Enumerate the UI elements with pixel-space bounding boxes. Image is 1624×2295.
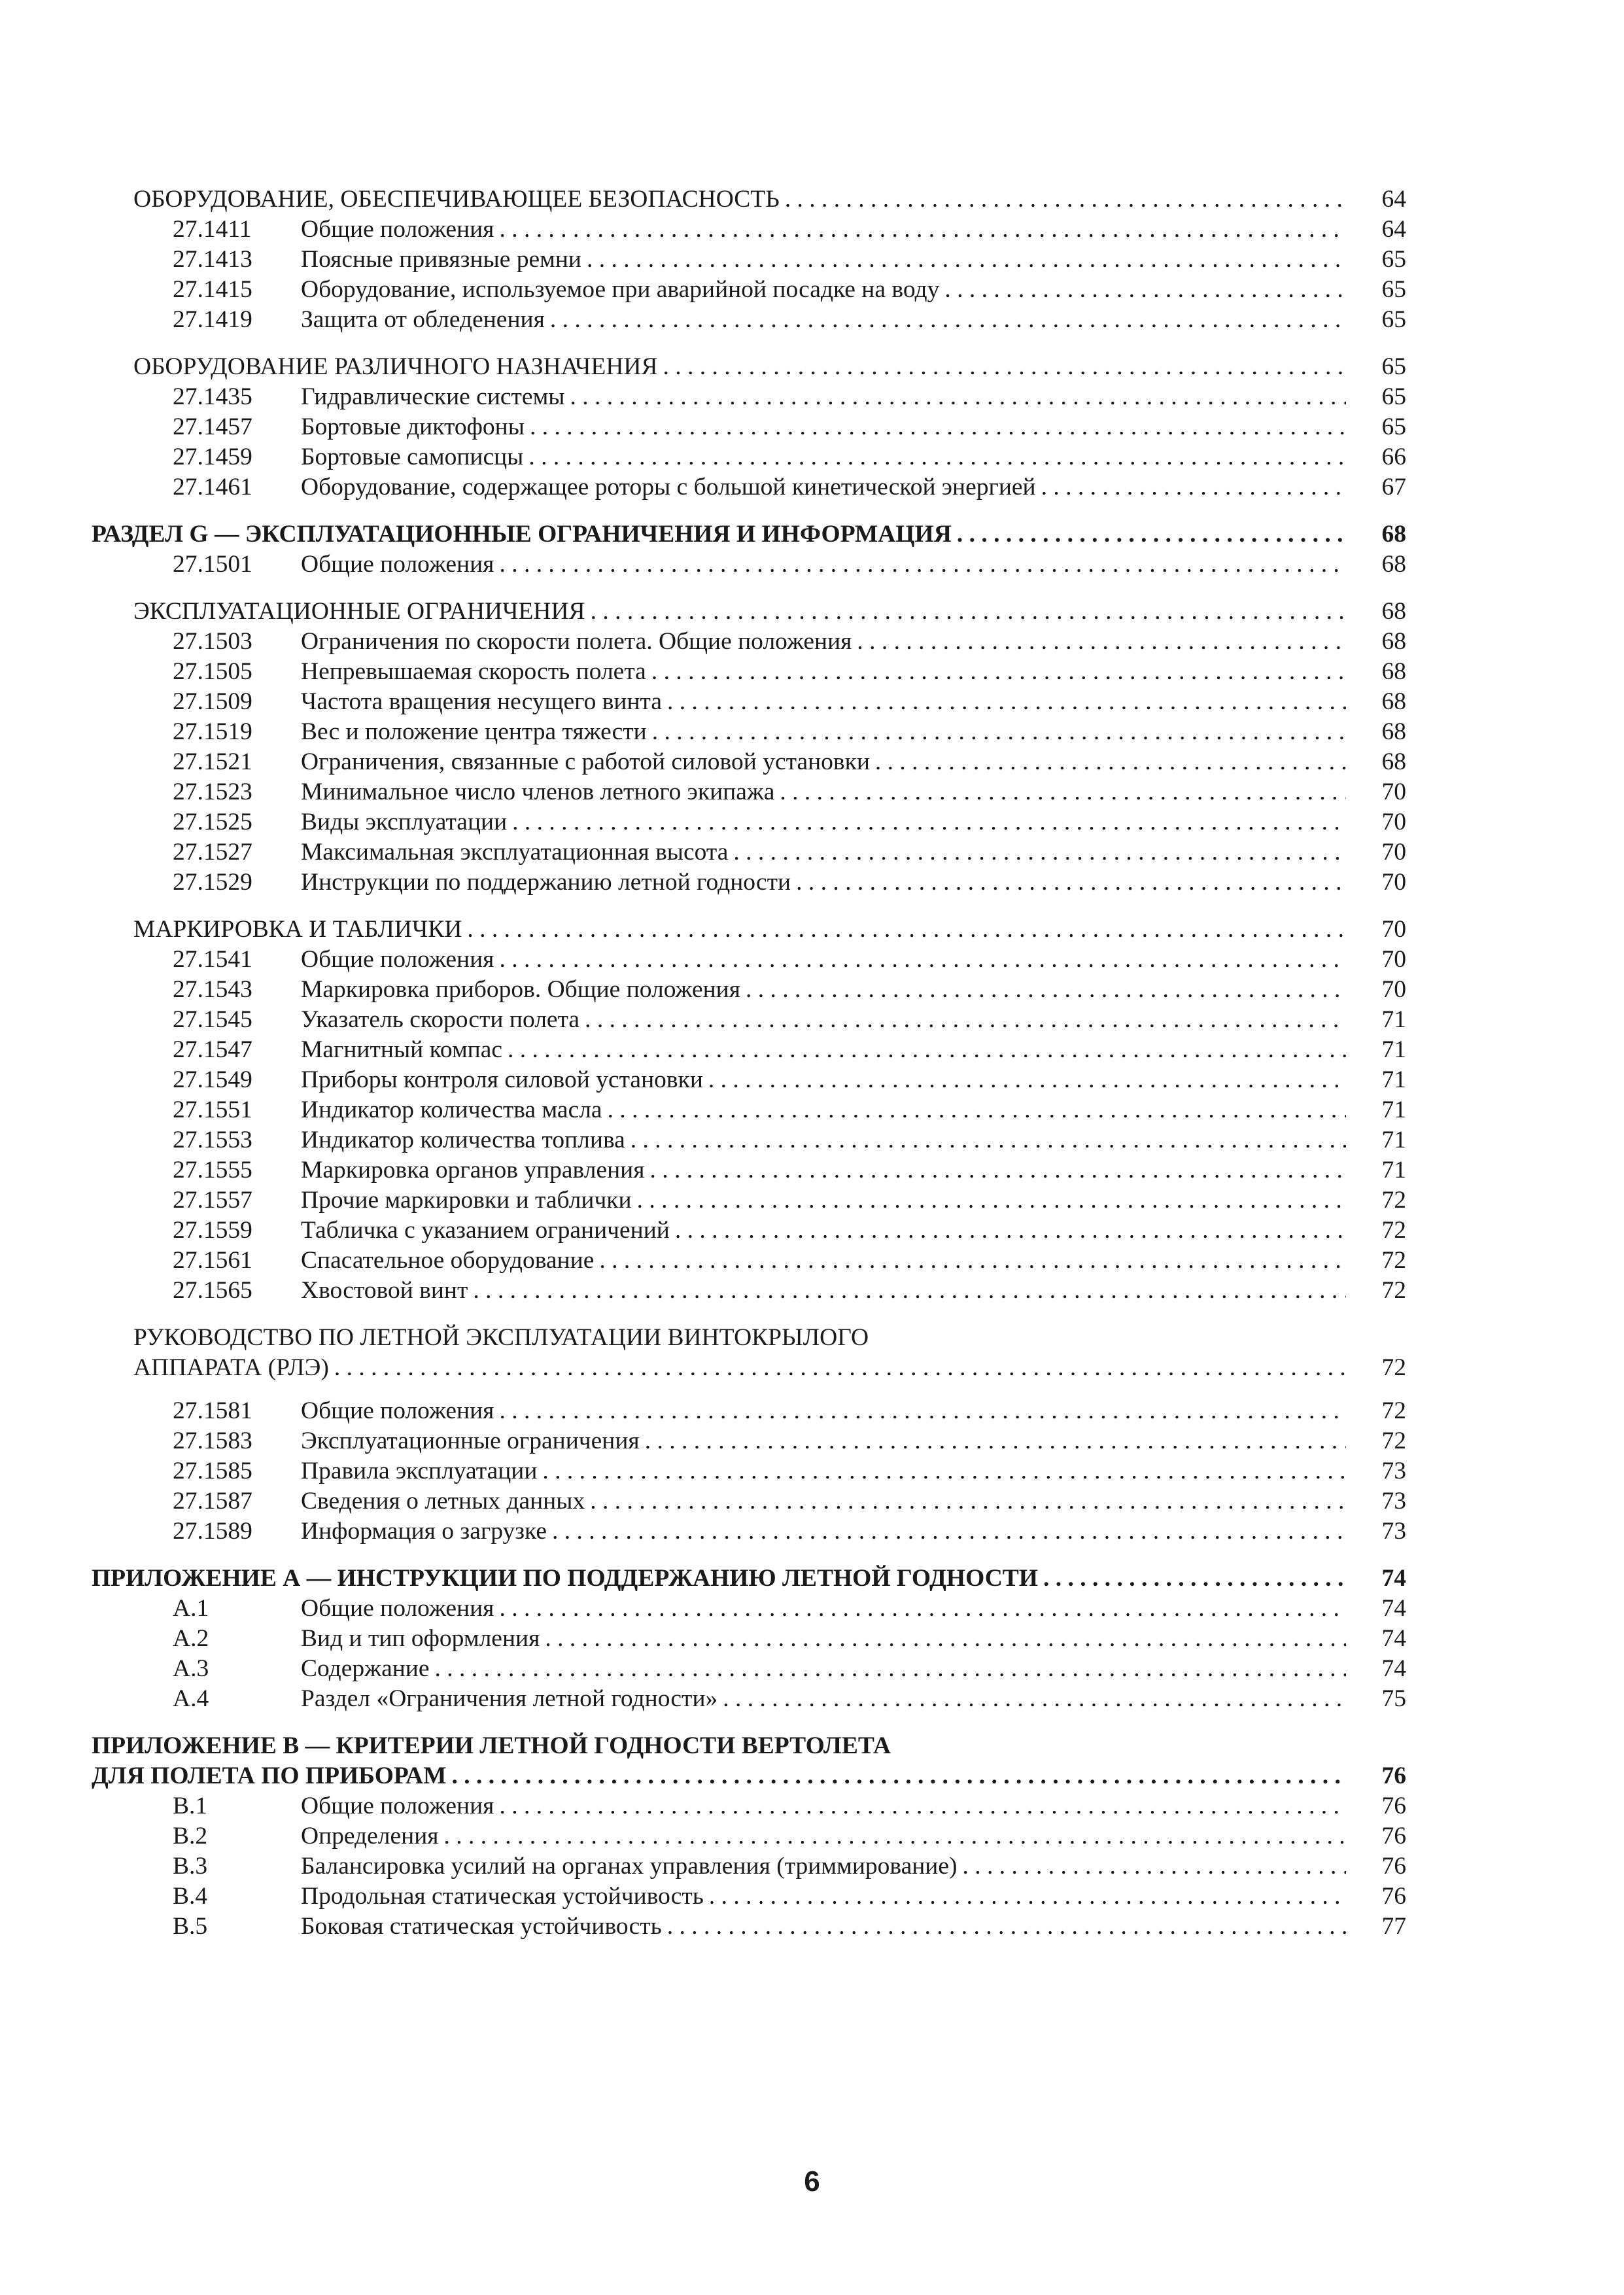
entry-number: 27.1525: [173, 809, 252, 835]
toc-entry[interactable]: [92, 975, 1406, 1005]
dot-leader: [599, 1246, 1346, 1276]
entry-page: 74: [1381, 1625, 1406, 1652]
spacer: [92, 335, 1406, 352]
toc-entry[interactable]: [92, 777, 1406, 807]
entry-page: 77: [1381, 1913, 1406, 1940]
spacer: [92, 502, 1406, 519]
dot-leader: [645, 1426, 1346, 1456]
entry-number: 27.1509: [173, 688, 252, 715]
dot-leader: [542, 1456, 1346, 1486]
entry-number: 27.1529: [173, 869, 252, 896]
dot-leader: [499, 1791, 1346, 1821]
dot-leader: [499, 550, 1346, 580]
entry-title: Бортовые диктофоны: [301, 413, 525, 440]
toc-entry[interactable]: [92, 1912, 1406, 1942]
dot-leader: [1043, 1564, 1346, 1594]
dot-leader: [667, 1912, 1346, 1942]
toc-entry[interactable]: [92, 1594, 1406, 1624]
toc-entry[interactable]: [92, 657, 1406, 687]
entry-page: 72: [1381, 1187, 1406, 1214]
entry-page: 70: [1381, 916, 1406, 943]
entry-page: 72: [1381, 1247, 1406, 1274]
dot-leader: [585, 1005, 1346, 1035]
entry-title: Индикатор количества масла: [301, 1096, 602, 1123]
entry-page: 64: [1381, 216, 1406, 243]
toc-entry[interactable]: [92, 245, 1406, 275]
dot-leader: [675, 1216, 1346, 1246]
toc-entry[interactable]: [92, 1005, 1406, 1035]
entry-page: 67: [1381, 474, 1406, 500]
entry-title: Продольная статическая устойчивость: [301, 1883, 704, 1910]
dot-leader: [631, 1125, 1346, 1155]
entry-title: Поясные привязные ремни: [301, 246, 581, 273]
toc-entry[interactable]: [92, 1246, 1406, 1276]
entry-page: 66: [1381, 444, 1406, 470]
toc-section-heading[interactable]: [92, 519, 1406, 550]
entry-page: 65: [1381, 413, 1406, 440]
entry-number: 27.1415: [173, 276, 252, 303]
entry-title: Общие положения: [301, 1397, 494, 1424]
entry-number: 27.1547: [173, 1036, 252, 1063]
entry-title: Частота вращения несущего винта: [301, 688, 663, 715]
entry-page: 70: [1381, 779, 1406, 805]
entry-title: Хвостовой винт: [301, 1277, 468, 1304]
entry-page: 71: [1381, 1157, 1406, 1183]
entry-title: Указатель скорости полета: [301, 1006, 580, 1033]
entry-number: 27.1561: [173, 1247, 252, 1274]
entry-page: 64: [1381, 186, 1406, 213]
toc-entry[interactable]: [92, 550, 1406, 580]
entry-page: 71: [1381, 1096, 1406, 1123]
dot-leader: [667, 687, 1346, 717]
toc-entry[interactable]: [92, 1851, 1406, 1882]
entry-title: ПРИЛОЖЕНИЕ А — ИНСТРУКЦИИ ПО ПОДДЕРЖАНИЮ ЛЕТНОЙ ГОДНОСТИ: [92, 1565, 1038, 1592]
entry-page: 72: [1381, 1354, 1406, 1381]
toc-entry[interactable]: [92, 867, 1406, 898]
dot-leader: [444, 1821, 1346, 1851]
entry-number: 27.1559: [173, 1217, 252, 1244]
spacer: [92, 1383, 1406, 1396]
entry-number: 27.1419: [173, 306, 252, 333]
entry-page: 68: [1381, 521, 1406, 548]
entry-title: Инструкции по поддержанию летной годности: [301, 869, 791, 896]
entry-number: 27.1565: [173, 1277, 252, 1304]
toc-entry[interactable]: [92, 1155, 1406, 1185]
entry-number: 27.1461: [173, 474, 252, 500]
entry-number: 27.1505: [173, 658, 252, 685]
toc-entry[interactable]: [92, 1216, 1406, 1246]
entry-page: 72: [1381, 1397, 1406, 1424]
dot-leader: [570, 382, 1347, 412]
toc-entry[interactable]: [92, 717, 1406, 747]
entry-page: 73: [1381, 1488, 1406, 1515]
entry-title: Оборудование, используемое при аварийной посадке на воду: [301, 276, 940, 303]
entry-number: 27.1551: [173, 1096, 252, 1123]
toc-entry[interactable]: [92, 1065, 1406, 1095]
entry-title: Приборы контроля силовой установки: [301, 1066, 703, 1093]
entry-number: 27.1543: [173, 976, 252, 1003]
spacer: [92, 1547, 1406, 1564]
dot-leader: [590, 1486, 1346, 1516]
dot-leader: [587, 245, 1346, 275]
entry-title: Спасательное оборудование: [301, 1247, 595, 1274]
toc-entry[interactable]: [92, 945, 1406, 975]
toc-entry[interactable]: [92, 412, 1406, 442]
entry-number: В.1: [173, 1793, 208, 1819]
toc-entry[interactable]: [92, 1095, 1406, 1125]
dot-leader: [550, 305, 1346, 335]
toc-entry[interactable]: [92, 1035, 1406, 1065]
dot-leader: [875, 747, 1346, 777]
dot-leader: [723, 1684, 1346, 1714]
entry-title: Общие положения: [301, 216, 494, 243]
entry-page: 72: [1381, 1277, 1406, 1304]
entry-title: ОБОРУДОВАНИЕ РАЗЛИЧНОГО НАЗНАЧЕНИЯ: [133, 353, 658, 380]
entry-number: 27.1459: [173, 444, 252, 470]
entry-page: 68: [1381, 598, 1406, 625]
entry-title: Вид и тип оформления: [301, 1625, 540, 1652]
entry-title: Минимальное число членов летного экипажа: [301, 779, 775, 805]
toc-appendix-heading[interactable]: [92, 1564, 1406, 1594]
spacer: [92, 580, 1406, 597]
entry-title: Сведения о летных данных: [301, 1488, 585, 1515]
toc-entry[interactable]: [92, 627, 1406, 657]
entry-title: Содержание: [301, 1655, 430, 1682]
entry-number: 27.1585: [173, 1458, 252, 1484]
toc-entry[interactable]: [92, 837, 1406, 867]
dot-leader: [963, 1851, 1346, 1882]
entry-number: 27.1457: [173, 413, 252, 440]
toc-entry[interactable]: [92, 1426, 1406, 1456]
dot-leader: [746, 975, 1346, 1005]
entry-page: 68: [1381, 628, 1406, 655]
toc-group-heading[interactable]: [92, 915, 1406, 945]
entry-title: Маркировка органов управления: [301, 1157, 645, 1183]
toc-entry[interactable]: [92, 1486, 1406, 1516]
dot-leader: [499, 1396, 1346, 1426]
entry-page: 70: [1381, 839, 1406, 866]
entry-page: 70: [1381, 976, 1406, 1003]
entry-title: Боковая статическая устойчивость: [301, 1913, 662, 1940]
entry-number: В.4: [173, 1883, 208, 1910]
dot-leader: [499, 215, 1346, 245]
entry-title: Правила эксплуатации: [301, 1458, 538, 1484]
entry-page: 65: [1381, 276, 1406, 303]
toc-entry[interactable]: [92, 382, 1406, 412]
dot-leader: [857, 627, 1346, 657]
toc-appendix-heading[interactable]: [92, 1761, 1406, 1791]
dot-leader: [499, 945, 1346, 975]
entry-title: Оборудование, содержащее роторы с большой кинетической энергией: [301, 474, 1036, 500]
dot-leader: [796, 867, 1346, 898]
dot-leader: [591, 597, 1346, 627]
entry-number: 27.1587: [173, 1488, 252, 1515]
entry-page: 68: [1381, 551, 1406, 578]
toc-entry[interactable]: [92, 1684, 1406, 1714]
page-number: 6: [804, 2165, 820, 2198]
entry-page: 71: [1381, 1066, 1406, 1093]
toc-entry[interactable]: [92, 1821, 1406, 1851]
entry-page: 73: [1381, 1458, 1406, 1484]
entry-page: 68: [1381, 688, 1406, 715]
toc-entry[interactable]: [92, 1624, 1406, 1654]
entry-title: Балансировка усилий на органах управления (триммирование): [301, 1853, 958, 1880]
entry-page: 68: [1381, 718, 1406, 745]
entry-number: А.3: [173, 1655, 209, 1682]
toc-entry[interactable]: [92, 1791, 1406, 1821]
entry-title: Максимальная эксплуатационная высота: [301, 839, 729, 866]
toc-entry[interactable]: [92, 687, 1406, 717]
toc-entry[interactable]: [92, 305, 1406, 335]
toc-group-heading[interactable]: [92, 1353, 1406, 1383]
dot-leader: [530, 412, 1346, 442]
entry-number: 27.1557: [173, 1187, 252, 1214]
entry-page: 65: [1381, 353, 1406, 380]
entry-page: 65: [1381, 246, 1406, 273]
toc-entry[interactable]: [92, 1396, 1406, 1426]
dot-leader: [1041, 472, 1346, 502]
entry-page: 76: [1381, 1853, 1406, 1880]
entry-title: Общие положения: [301, 946, 494, 973]
dot-leader: [708, 1065, 1346, 1095]
entry-page: 76: [1381, 1823, 1406, 1849]
toc-group-heading[interactable]: [92, 597, 1406, 627]
dot-leader: [957, 519, 1346, 550]
entry-page: 76: [1381, 1762, 1406, 1789]
entry-page: 70: [1381, 809, 1406, 835]
entry-number: В.2: [173, 1823, 208, 1849]
entry-title: Виды эксплуатации: [301, 809, 508, 835]
toc-group-heading[interactable]: [92, 352, 1406, 382]
entry-number: 27.1541: [173, 946, 252, 973]
entry-title: Бортовые самописцы: [301, 444, 524, 470]
dot-leader: [663, 352, 1347, 382]
dot-leader: [552, 1516, 1346, 1547]
dot-leader: [473, 1276, 1346, 1306]
entry-page: 71: [1381, 1127, 1406, 1153]
dot-leader: [780, 777, 1346, 807]
entry-title: Вес и положение центра тяжести: [301, 718, 647, 745]
entry-title: Табличка с указанием ограничений: [301, 1217, 670, 1244]
entry-number: 27.1589: [173, 1518, 252, 1545]
toc-entry[interactable]: [92, 1185, 1406, 1216]
entry-number: 27.1435: [173, 383, 252, 410]
entry-number: 27.1553: [173, 1127, 252, 1153]
entry-number: 27.1545: [173, 1006, 252, 1033]
entry-title: ЭКСПЛУАТАЦИОННЫЕ ОГРАНИЧЕНИЯ: [133, 598, 585, 625]
toc-group-heading[interactable]: [92, 184, 1406, 215]
entry-title: Раздел «Ограничения летной годности»: [301, 1685, 718, 1712]
entry-page: 65: [1381, 306, 1406, 333]
entry-number: 27.1519: [173, 718, 252, 745]
dot-leader: [733, 837, 1346, 867]
dot-leader: [637, 1185, 1346, 1216]
entry-title: Гидравлические системы: [301, 383, 565, 410]
entry-number: А.4: [173, 1685, 209, 1712]
entry-number: 27.1501: [173, 551, 252, 578]
entry-page: 76: [1381, 1793, 1406, 1819]
entry-page: 71: [1381, 1006, 1406, 1033]
toc-entry[interactable]: [92, 442, 1406, 472]
entry-page: 70: [1381, 946, 1406, 973]
entry-title: Ограничения по скорости полета. Общие положения: [301, 628, 852, 655]
entry-number: 27.1413: [173, 246, 252, 273]
entry-number: 27.1503: [173, 628, 252, 655]
entry-number: 27.1527: [173, 839, 252, 866]
entry-number: 27.1521: [173, 748, 252, 775]
entry-number: 27.1411: [173, 216, 252, 243]
entry-title: Непревышаемая скорость полета: [301, 658, 646, 685]
entry-title: МАРКИРОВКА И ТАБЛИЧКИ: [133, 916, 462, 943]
entry-title: Прочие маркировки и таблички: [301, 1187, 632, 1214]
entry-number: 27.1581: [173, 1397, 252, 1424]
entry-title: Индикатор количества топлива: [301, 1127, 625, 1153]
entry-page: 65: [1381, 383, 1406, 410]
entry-number: 27.1583: [173, 1428, 252, 1454]
spacer: [92, 1306, 1406, 1323]
spacer: [92, 1714, 1406, 1731]
entry-number: 27.1549: [173, 1066, 252, 1093]
dot-leader: [512, 807, 1346, 837]
toc-entry[interactable]: [92, 215, 1406, 245]
entry-title: Магнитный компас: [301, 1036, 503, 1063]
entry-number: А.2: [173, 1625, 209, 1652]
entry-number: 27.1523: [173, 779, 252, 805]
entry-title: РАЗДЕЛ G — ЭКСПЛУАТАЦИОННЫЕ ОГРАНИЧЕНИЯ И ИНФОРМАЦИЯ: [92, 521, 952, 548]
entry-number: 27.1555: [173, 1157, 252, 1183]
entry-page: 68: [1381, 748, 1406, 775]
dot-leader: [435, 1654, 1347, 1684]
dot-leader: [650, 1155, 1347, 1185]
dot-leader: [508, 1035, 1346, 1065]
entry-title: АППАРАТА (РЛЭ): [133, 1354, 329, 1381]
entry-title: Общие положения: [301, 551, 494, 578]
dot-leader: [651, 657, 1346, 687]
entry-number: В.3: [173, 1853, 208, 1880]
entry-number: В.5: [173, 1913, 208, 1940]
toc-group-heading-line: РУКОВОДСТВО ПО ЛЕТНОЙ ЭКСПЛУАТАЦИИ ВИНТОКРЫЛОГО: [133, 1324, 869, 1351]
dot-leader: [709, 1882, 1346, 1912]
spacer: [92, 898, 1406, 915]
entry-title: ДЛЯ ПОЛЕТА ПО ПРИБОРАМ: [92, 1762, 447, 1789]
entry-page: 73: [1381, 1518, 1406, 1545]
toc-entry[interactable]: [92, 807, 1406, 837]
toc-entry[interactable]: [92, 1654, 1406, 1684]
dot-leader: [785, 184, 1346, 215]
toc-entry[interactable]: [92, 747, 1406, 777]
entry-page: 68: [1381, 658, 1406, 685]
entry-title: Эксплуатационные ограничения: [301, 1428, 640, 1454]
entry-page: 72: [1381, 1217, 1406, 1244]
entry-page: 72: [1381, 1428, 1406, 1454]
dot-leader: [545, 1624, 1346, 1654]
entry-title: Информация о загрузке: [301, 1518, 547, 1545]
toc-entry[interactable]: [92, 1882, 1406, 1912]
dot-leader: [451, 1761, 1346, 1791]
dot-leader: [944, 275, 1346, 305]
entry-number: А.1: [173, 1595, 209, 1622]
entry-title: Общие положения: [301, 1595, 494, 1622]
toc-entry[interactable]: [92, 472, 1406, 502]
entry-page: 71: [1381, 1036, 1406, 1063]
entry-page: 70: [1381, 869, 1406, 896]
dot-leader: [499, 1594, 1346, 1624]
entry-title: ОБОРУДОВАНИЕ, ОБЕСПЕЧИВАЮЩЕЕ БЕЗОПАСНОСТЬ: [133, 186, 780, 213]
entry-title: Ограничения, связанные с работой силовой установки: [301, 748, 870, 775]
entry-title: Маркировка приборов. Общие положения: [301, 976, 740, 1003]
entry-title: Определения: [301, 1823, 439, 1849]
toc-entry[interactable]: [92, 275, 1406, 305]
toc-appendix-heading-line: ПРИЛОЖЕНИЕ В — КРИТЕРИИ ЛЕТНОЙ ГОДНОСТИ ВЕРТОЛЕТА: [92, 1732, 891, 1759]
toc-entry[interactable]: [92, 1456, 1406, 1486]
dot-leader: [528, 442, 1346, 472]
dot-leader: [467, 915, 1346, 945]
entry-page: 74: [1381, 1655, 1406, 1682]
entry-page: 75: [1381, 1685, 1406, 1712]
toc-entry[interactable]: [92, 1276, 1406, 1306]
toc-entry[interactable]: [92, 1516, 1406, 1547]
dot-leader: [608, 1095, 1346, 1125]
dot-leader: [334, 1353, 1346, 1383]
dot-leader: [652, 717, 1346, 747]
entry-page: 74: [1381, 1565, 1406, 1592]
entry-page: 76: [1381, 1883, 1406, 1910]
entry-page: 74: [1381, 1595, 1406, 1622]
entry-title: Общие положения: [301, 1793, 494, 1819]
table-of-contents: [92, 184, 1406, 1942]
entry-title: Защита от обледенения: [301, 306, 545, 333]
toc-entry[interactable]: [92, 1125, 1406, 1155]
